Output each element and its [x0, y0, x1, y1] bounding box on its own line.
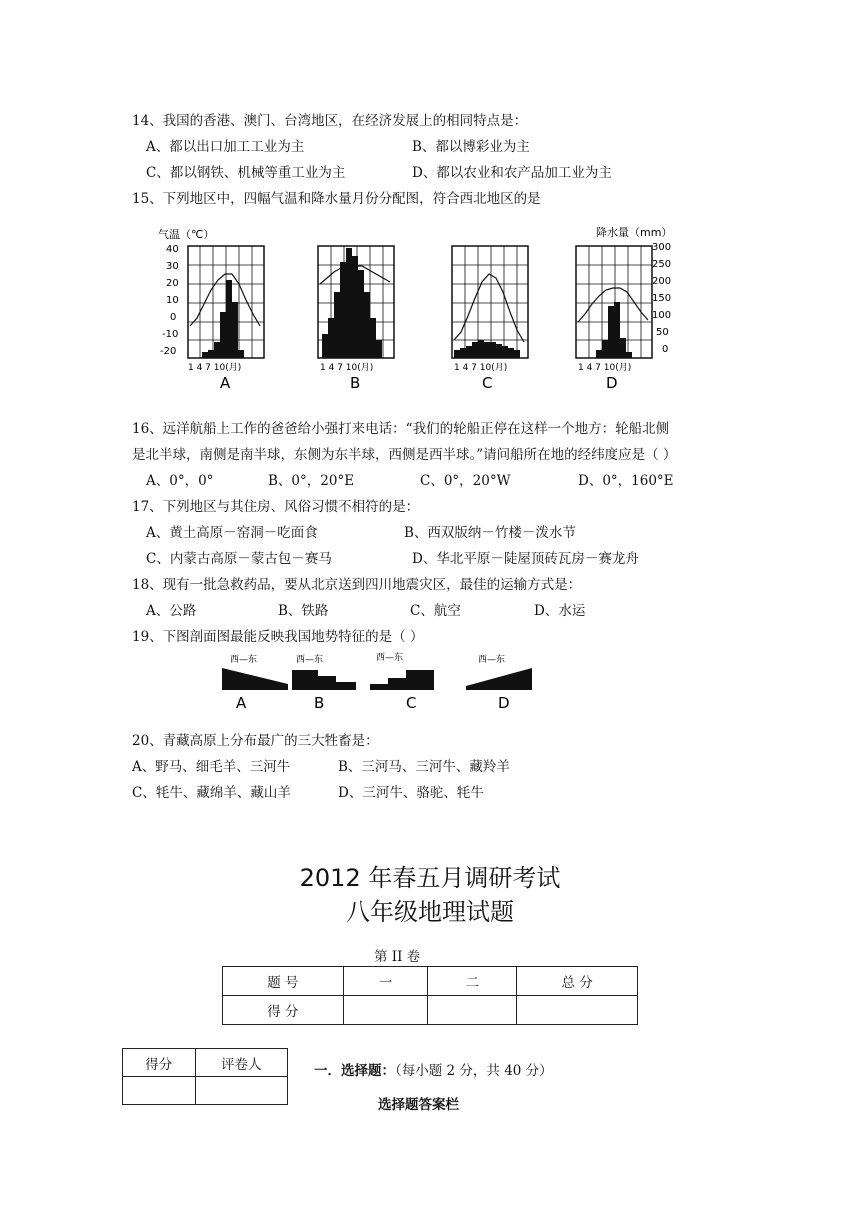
q17-option-a: A、黄土高原－窑洞－吃面食: [146, 525, 318, 541]
q14-option-d: D、都以农业和农产品加工业为主: [412, 165, 612, 181]
q16-option-b: B、0°，20°E: [268, 473, 355, 489]
q18-option-a: A、公路: [146, 603, 197, 619]
grader-name-cell: [195, 1077, 287, 1105]
svg-text:A: A: [236, 694, 247, 712]
profile-c: [370, 670, 434, 712]
q20-stem: 20、青藏高原上分布最广的三大牲畜是：: [132, 733, 379, 749]
q17-stem: 17、下列地区与其住房、风俗习惯不相符的是：: [132, 499, 420, 515]
q17-option-d: D、华北平原－陡屋顶砖瓦房－赛龙舟: [412, 551, 639, 567]
svg-text:150: 150: [652, 293, 672, 304]
profile-d-direction: 西—东: [478, 655, 506, 665]
svg-text:1 4 7 10(月): 1 4 7 10(月): [188, 363, 242, 373]
svg-text:100: 100: [652, 310, 672, 321]
svg-text:200: 200: [652, 276, 672, 287]
svg-text:40: 40: [166, 244, 179, 255]
q14-option-c: C、都以钢铁、机械等重工业为主: [146, 165, 346, 181]
climate-panel-b-label: B: [350, 374, 361, 392]
q16-stem-line1: 16、远洋航船上工作的爸爸给小强打来电话：“我们的轮船正停在这样一个地方：轮船北侧: [132, 421, 670, 437]
score-table-header-number: 题 号: [223, 967, 344, 996]
q17-option-b: B、西双版纳－竹楼－泼水节: [404, 525, 576, 541]
answer-bar-label: 选择题答案栏: [378, 1097, 459, 1113]
score-cell-one: [343, 996, 428, 1025]
profile-a-direction: 西—东: [230, 655, 258, 665]
profile-c-direction: 西—东: [376, 653, 404, 663]
exam-subtitle: 八年级地理试题: [346, 898, 514, 926]
profile-b: [292, 670, 356, 712]
q15-stem: 15、下列地区中，四幅气温和降水量月份分配图，符合西北地区的是: [132, 191, 541, 207]
climate-charts-figure: [150, 222, 680, 394]
temperature-axis-label: 气温（℃）: [158, 228, 215, 241]
q18-option-c: C、航空: [410, 603, 461, 619]
volume-label: 第 II 卷: [374, 949, 421, 965]
svg-text:0: 0: [170, 312, 177, 323]
svg-text:1 4 7 10(月): 1 4 7 10(月): [454, 363, 508, 373]
climate-panel-c-label: C: [482, 374, 493, 392]
svg-text:300: 300: [652, 242, 672, 253]
q20-option-c: C、牦牛、藏绵羊、藏山羊: [132, 785, 291, 801]
svg-text:-20: -20: [160, 346, 177, 357]
score-table-score-label: 得 分: [223, 996, 344, 1025]
q19-stem: 19、下图剖面图最能反映我国地势特征的是（ ）: [132, 629, 424, 645]
section-one-note: （每小题 2 分，共 40 分）: [395, 1063, 553, 1079]
score-table: [222, 966, 638, 1025]
svg-text:1 4 7 10(月): 1 4 7 10(月): [578, 363, 632, 373]
svg-text:1 4 7 10(月): 1 4 7 10(月): [320, 363, 374, 373]
climate-panel-a-label: A: [220, 374, 231, 392]
svg-text:250: 250: [652, 259, 672, 270]
svg-text:B: B: [314, 694, 325, 712]
svg-text:C: C: [406, 694, 417, 712]
exam-title: 2012 年春五月调研考试: [299, 864, 561, 892]
q18-option-b: B、铁路: [278, 603, 329, 619]
svg-text:10: 10: [166, 295, 179, 306]
q20-option-a: A、野马、细毛羊、三河牛: [132, 759, 291, 775]
grader-table: [122, 1048, 288, 1105]
q17-option-c: C、内蒙古高原－蒙古包－赛马: [146, 551, 332, 567]
precipitation-axis-label: 降水量（mm）: [596, 226, 673, 239]
section-one-heading-line: [314, 1062, 553, 1080]
terrain-profiles-figure: [220, 650, 536, 712]
svg-text:30: 30: [166, 261, 179, 272]
profile-a: [222, 668, 288, 712]
svg-text:0: 0: [662, 344, 669, 355]
climate-panel-d-label: D: [606, 374, 618, 392]
profile-b-direction: 西—东: [296, 655, 324, 665]
grader-score-header: 得分: [123, 1049, 196, 1077]
q20-option-d: D、三河牛、骆驼、牦牛: [338, 785, 484, 801]
q14-option-a: A、都以出口加工工业为主: [146, 139, 305, 155]
profile-d: [466, 668, 532, 712]
score-cell-total: [517, 996, 638, 1025]
q18-option-d: D、水运: [534, 603, 586, 619]
score-table-header-two: 二: [428, 967, 517, 996]
q16-option-a: A、0°，0°: [146, 473, 214, 489]
q16-stem-line2: 是北半球，南侧是南半球，东侧为东半球，西侧是西半球。”请问船所在地的经纬度应是（ ）: [132, 447, 677, 463]
svg-text:-10: -10: [162, 329, 179, 340]
grader-score-cell: [123, 1077, 196, 1105]
section-one-heading: 一．选择题：: [314, 1063, 395, 1079]
svg-text:20: 20: [166, 278, 179, 289]
q16-option-c: C、0°，20°W: [420, 473, 511, 489]
q16-option-d: D、0°，160°E: [578, 473, 674, 489]
svg-text:D: D: [498, 694, 510, 712]
q20-option-b: B、三河马、三河牛、藏羚羊: [338, 759, 510, 775]
svg-text:50: 50: [656, 327, 669, 338]
q14-stem: 14、我国的香港、澳门、台湾地区，在经济发展上的相同特点是：: [132, 113, 528, 129]
score-cell-two: [428, 996, 517, 1025]
score-table-header-total: 总 分: [517, 967, 638, 996]
grader-name-header: 评卷人: [195, 1049, 287, 1077]
q14-option-b: B、都以博彩业为主: [412, 139, 530, 155]
score-table-header-one: 一: [343, 967, 428, 996]
q18-stem: 18、现有一批急救药品，要从北京送到四川地震灾区，最佳的运输方式是：: [132, 577, 582, 593]
